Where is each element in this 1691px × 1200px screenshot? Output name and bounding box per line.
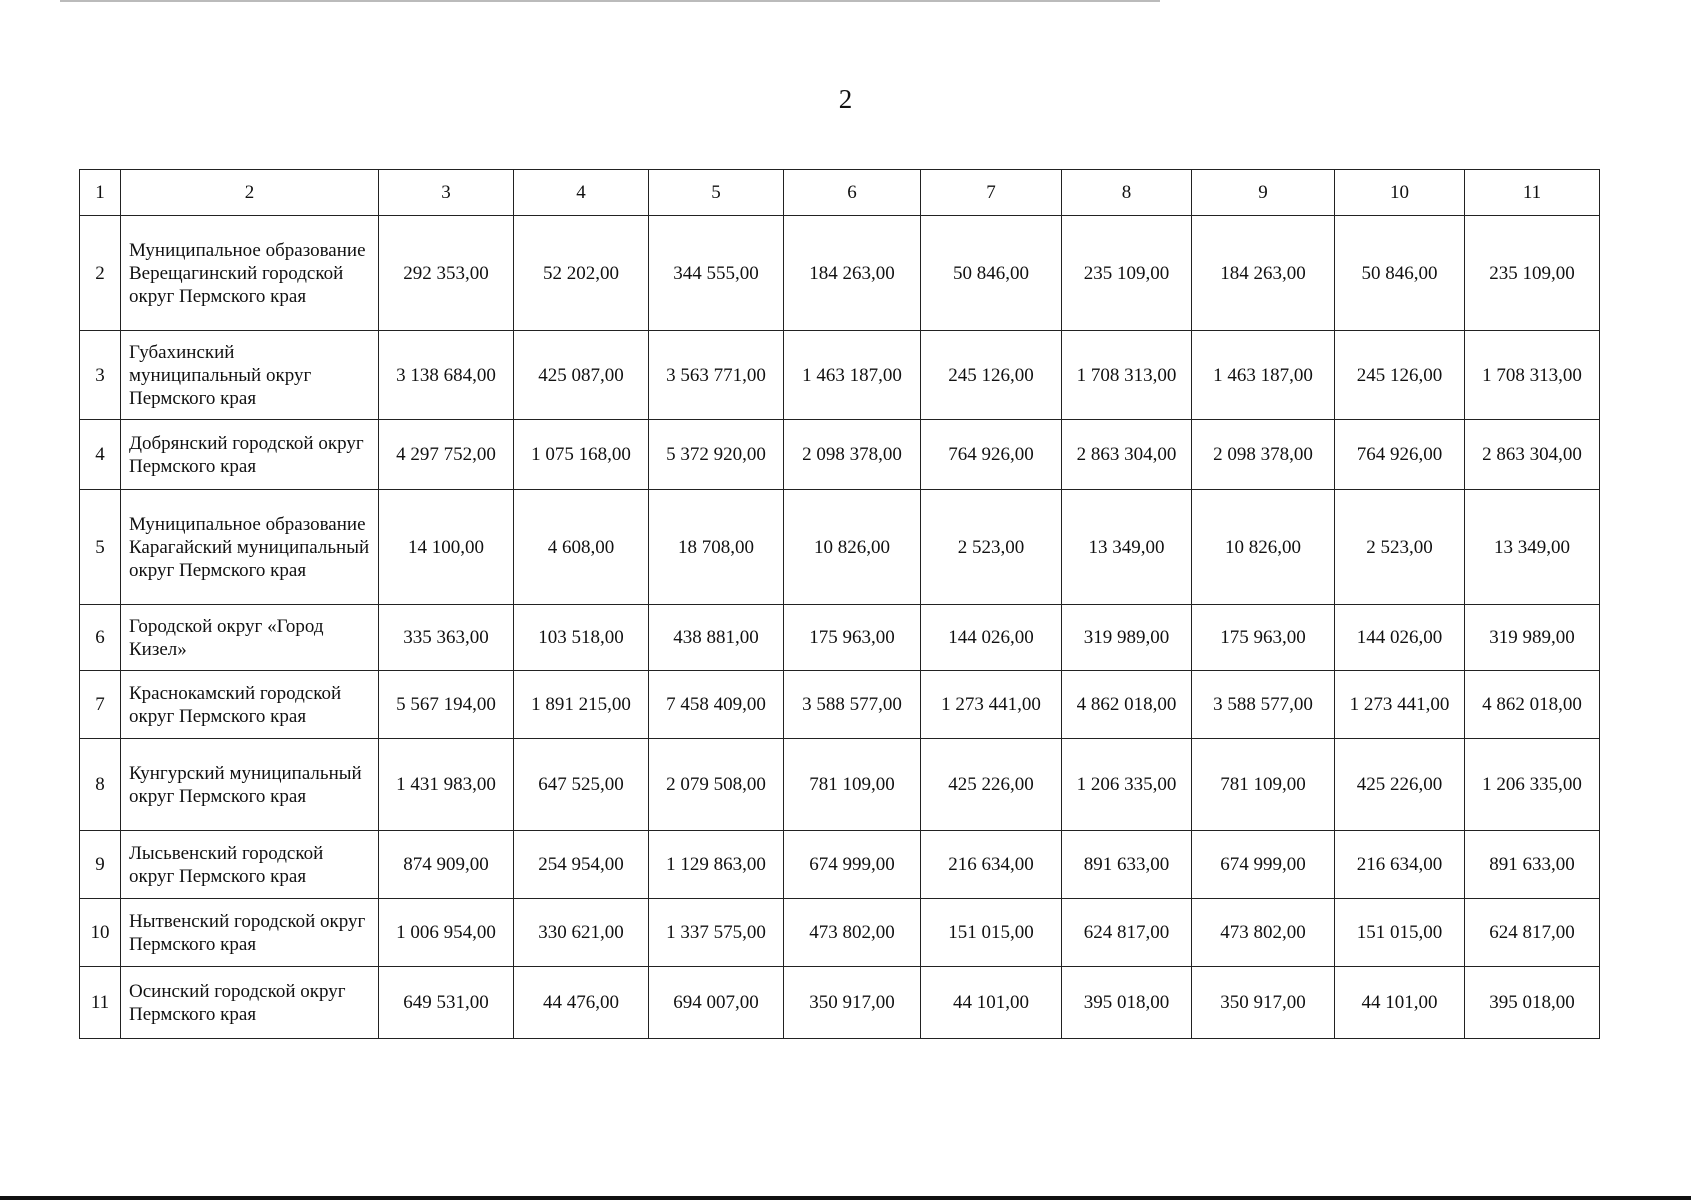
column-header: 11 [1465,170,1600,216]
scan-bottom-edge [0,1196,1691,1200]
amount-cell: 13 349,00 [1062,490,1192,605]
column-header: 2 [121,170,379,216]
amount-cell: 2 098 378,00 [784,420,921,490]
scan-top-edge [60,0,1160,2]
table-row [80,967,1600,1039]
amount-cell: 4 608,00 [514,490,649,605]
municipality-name: Губахинский муниципальный округ Пермского края [121,331,379,420]
amount-cell: 350 917,00 [1192,967,1335,1039]
amount-cell: 184 263,00 [784,216,921,331]
table-row [80,331,1600,420]
amount-cell: 1 463 187,00 [1192,331,1335,420]
amount-cell: 50 846,00 [921,216,1062,331]
amount-cell: 1 463 187,00 [784,331,921,420]
amount-cell: 335 363,00 [379,605,514,671]
amount-cell: 13 349,00 [1465,490,1600,605]
amount-cell: 425 087,00 [514,331,649,420]
municipality-name: Муниципальное образование Карагайский муниципальный округ Пермского края [121,490,379,605]
amount-cell: 2 079 508,00 [649,739,784,831]
amount-cell: 2 863 304,00 [1465,420,1600,490]
amount-cell: 4 862 018,00 [1465,671,1600,739]
amount-cell: 350 917,00 [784,967,921,1039]
page-number: 2 [838,84,853,114]
amount-cell: 5 372 920,00 [649,420,784,490]
amount-cell: 395 018,00 [1062,967,1192,1039]
amount-cell: 1 206 335,00 [1465,739,1600,831]
table-row [80,671,1600,739]
amount-cell: 151 015,00 [921,899,1062,967]
amount-cell: 1 337 575,00 [649,899,784,967]
amount-cell: 18 708,00 [649,490,784,605]
municipality-name: Осинский городской округ Пермского края [121,967,379,1039]
amount-cell: 2 098 378,00 [1192,420,1335,490]
amount-cell: 2 523,00 [921,490,1062,605]
amount-cell: 1 273 441,00 [921,671,1062,739]
amount-cell: 3 588 577,00 [784,671,921,739]
amount-cell: 14 100,00 [379,490,514,605]
amount-cell: 874 909,00 [379,831,514,899]
column-number-row [80,170,1600,216]
table-row [80,831,1600,899]
amount-cell: 144 026,00 [1335,605,1465,671]
table-row [80,216,1600,331]
table-row [80,899,1600,967]
amount-cell: 319 989,00 [1465,605,1600,671]
amount-cell: 781 109,00 [1192,739,1335,831]
amount-cell: 52 202,00 [514,216,649,331]
amount-cell: 425 226,00 [921,739,1062,831]
column-header: 5 [649,170,784,216]
row-number: 7 [80,671,121,739]
amount-cell: 624 817,00 [1465,899,1600,967]
municipality-name: Добрянский городской округ Пермского края [121,420,379,490]
column-header: 1 [80,170,121,216]
amount-cell: 674 999,00 [1192,831,1335,899]
amount-cell: 2 863 304,00 [1062,420,1192,490]
amount-cell: 235 109,00 [1465,216,1600,331]
municipality-name: Кунгурский муниципальный округ Пермского края [121,739,379,831]
amount-cell: 1 129 863,00 [649,831,784,899]
municipality-name: Нытвенский городской округ Пермского края [121,899,379,967]
amount-cell: 44 101,00 [921,967,1062,1039]
amount-cell: 175 963,00 [784,605,921,671]
amount-cell: 694 007,00 [649,967,784,1039]
amount-cell: 1 273 441,00 [1335,671,1465,739]
amount-cell: 781 109,00 [784,739,921,831]
row-number: 11 [80,967,121,1039]
column-header: 10 [1335,170,1465,216]
amount-cell: 5 567 194,00 [379,671,514,739]
column-header: 7 [921,170,1062,216]
amount-cell: 103 518,00 [514,605,649,671]
amount-cell: 1 431 983,00 [379,739,514,831]
amount-cell: 216 634,00 [1335,831,1465,899]
amount-cell: 891 633,00 [1465,831,1600,899]
amount-cell: 344 555,00 [649,216,784,331]
amount-cell: 44 476,00 [514,967,649,1039]
municipality-name: Городской округ «Город Кизел» [121,605,379,671]
row-number: 8 [80,739,121,831]
table-row [80,490,1600,605]
budget-table [79,169,1600,1039]
amount-cell: 764 926,00 [1335,420,1465,490]
amount-cell: 1 891 215,00 [514,671,649,739]
table-row [80,605,1600,671]
row-number: 3 [80,331,121,420]
amount-cell: 647 525,00 [514,739,649,831]
table-row [80,739,1600,831]
amount-cell: 1 075 168,00 [514,420,649,490]
municipality-name: Лысьвенский городской округ Пермского края [121,831,379,899]
amount-cell: 3 563 771,00 [649,331,784,420]
row-number: 5 [80,490,121,605]
municipality-name: Краснокамский городской округ Пермского края [121,671,379,739]
row-number: 6 [80,605,121,671]
row-number: 4 [80,420,121,490]
amount-cell: 3 588 577,00 [1192,671,1335,739]
amount-cell: 151 015,00 [1335,899,1465,967]
amount-cell: 1 006 954,00 [379,899,514,967]
amount-cell: 649 531,00 [379,967,514,1039]
amount-cell: 144 026,00 [921,605,1062,671]
amount-cell: 10 826,00 [1192,490,1335,605]
amount-cell: 245 126,00 [921,331,1062,420]
amount-cell: 425 226,00 [1335,739,1465,831]
amount-cell: 438 881,00 [649,605,784,671]
amount-cell: 674 999,00 [784,831,921,899]
amount-cell: 254 954,00 [514,831,649,899]
row-number: 10 [80,899,121,967]
amount-cell: 2 523,00 [1335,490,1465,605]
amount-cell: 245 126,00 [1335,331,1465,420]
amount-cell: 175 963,00 [1192,605,1335,671]
municipality-name: Муниципальное образование Верещагинский городской округ Пермского края [121,216,379,331]
amount-cell: 473 802,00 [1192,899,1335,967]
column-header: 4 [514,170,649,216]
amount-cell: 50 846,00 [1335,216,1465,331]
amount-cell: 4 297 752,00 [379,420,514,490]
amount-cell: 3 138 684,00 [379,331,514,420]
amount-cell: 319 989,00 [1062,605,1192,671]
amount-cell: 330 621,00 [514,899,649,967]
row-number: 9 [80,831,121,899]
amount-cell: 4 862 018,00 [1062,671,1192,739]
column-header: 6 [784,170,921,216]
amount-cell: 10 826,00 [784,490,921,605]
amount-cell: 1 708 313,00 [1465,331,1600,420]
amount-cell: 891 633,00 [1062,831,1192,899]
amount-cell: 235 109,00 [1062,216,1192,331]
amount-cell: 216 634,00 [921,831,1062,899]
column-header: 8 [1062,170,1192,216]
amount-cell: 184 263,00 [1192,216,1335,331]
amount-cell: 1 206 335,00 [1062,739,1192,831]
column-header: 3 [379,170,514,216]
amount-cell: 395 018,00 [1465,967,1600,1039]
amount-cell: 292 353,00 [379,216,514,331]
amount-cell: 44 101,00 [1335,967,1465,1039]
amount-cell: 764 926,00 [921,420,1062,490]
amount-cell: 1 708 313,00 [1062,331,1192,420]
amount-cell: 7 458 409,00 [649,671,784,739]
table-row [80,420,1600,490]
amount-cell: 473 802,00 [784,899,921,967]
column-header: 9 [1192,170,1335,216]
amount-cell: 624 817,00 [1062,899,1192,967]
row-number: 2 [80,216,121,331]
